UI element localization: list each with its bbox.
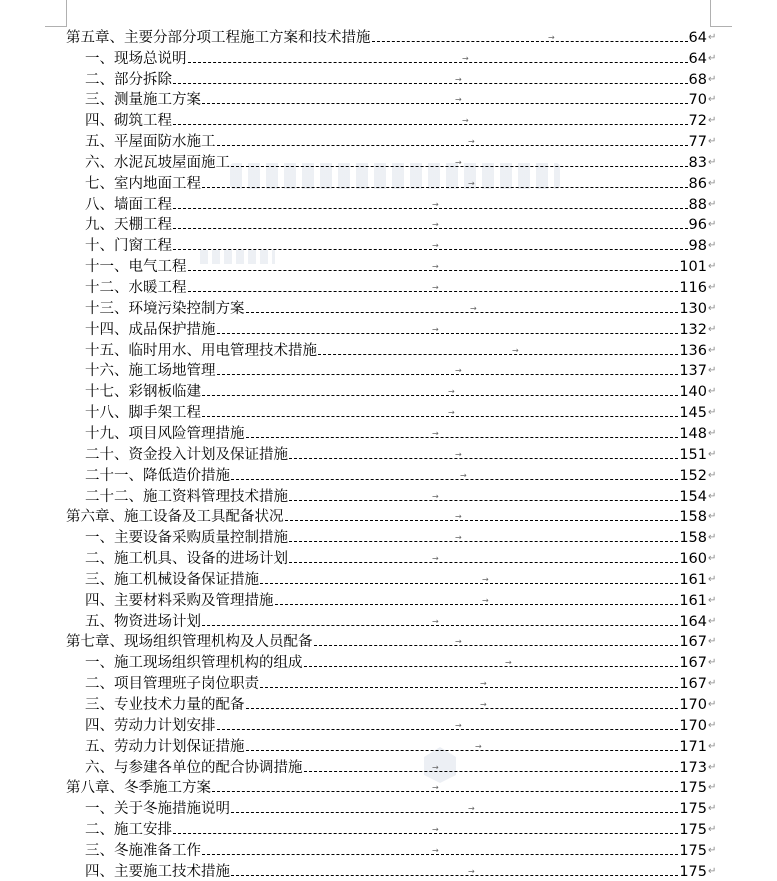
paragraph-mark-icon: ↵ bbox=[708, 240, 717, 252]
toc-entry[interactable] bbox=[0, 735, 777, 756]
toc-entry-title: 四、劳动力计划安排 bbox=[85, 717, 216, 734]
paragraph-mark-icon: ↵ bbox=[708, 73, 717, 85]
page-corner-mark bbox=[66, 0, 67, 27]
toc-entry-page: 148 bbox=[679, 425, 707, 442]
toc-entry-title: 第五章、主要分部分项工程施工方案和技术措施 bbox=[66, 29, 371, 46]
toc-leader-dots bbox=[285, 512, 679, 522]
toc-entry[interactable] bbox=[0, 68, 777, 89]
toc-leader-dots bbox=[173, 199, 688, 209]
toc-leader-dots bbox=[173, 74, 688, 84]
paragraph-mark-icon: ↵ bbox=[708, 219, 717, 231]
paragraph-mark-icon: ↵ bbox=[708, 553, 717, 565]
page-corner-mark bbox=[710, 0, 711, 27]
toc-leader-dots bbox=[246, 741, 679, 751]
tab-mark-icon: → bbox=[468, 137, 475, 147]
toc-entry[interactable] bbox=[0, 318, 777, 339]
toc-entry-page: 101 bbox=[679, 259, 707, 276]
toc-entry[interactable] bbox=[0, 777, 777, 798]
toc-leader-dots bbox=[217, 366, 679, 376]
toc-entry-title: 五、劳动力计划保证措施 bbox=[85, 738, 245, 755]
toc-entry-page: 136 bbox=[679, 342, 707, 359]
toc-entry-page: 158 bbox=[679, 530, 707, 547]
tab-mark-icon: → bbox=[468, 866, 475, 876]
toc-entry[interactable] bbox=[0, 485, 777, 506]
paragraph-mark-icon: ↵ bbox=[708, 824, 717, 836]
paragraph-mark-icon: ↵ bbox=[708, 719, 717, 731]
toc-entry[interactable] bbox=[0, 151, 777, 172]
toc-entry-title: 二十二、施工资料管理技术措施 bbox=[85, 488, 288, 505]
tab-mark-icon: → bbox=[480, 679, 487, 689]
toc-leader-dots bbox=[246, 303, 679, 313]
toc-entry-title: 八、墙面工程 bbox=[85, 196, 172, 213]
toc-entry-title: 第八章、冬季施工方案 bbox=[66, 780, 211, 797]
toc-entry-title: 九、天棚工程 bbox=[85, 217, 172, 234]
toc-entry-page: 160 bbox=[679, 551, 707, 568]
toc-leader-dots bbox=[372, 32, 688, 42]
toc-entry[interactable] bbox=[0, 339, 777, 360]
toc-entry-title: 二、项目管理班子岗位职责 bbox=[85, 676, 259, 693]
toc-entry-title: 一、现场总说明 bbox=[85, 50, 187, 67]
tab-mark-icon: → bbox=[455, 449, 462, 459]
toc-entry-title: 十六、施工场地管理 bbox=[85, 363, 216, 380]
toc-leader-dots bbox=[304, 658, 679, 668]
toc-entry-title: 四、主要材料采购及管理措施 bbox=[85, 592, 274, 609]
paragraph-mark-icon: ↵ bbox=[708, 615, 717, 627]
toc-leader-dots bbox=[173, 241, 688, 251]
paragraph-mark-icon: ↵ bbox=[708, 323, 717, 335]
toc-entry-page: 68 bbox=[688, 71, 707, 88]
toc-entry-title: 三、冬施准备工作 bbox=[85, 842, 201, 859]
paragraph-mark-icon: ↵ bbox=[708, 511, 717, 523]
toc-leader-dots bbox=[188, 283, 679, 293]
toc-entry[interactable] bbox=[0, 464, 777, 485]
tab-mark-icon: → bbox=[432, 199, 439, 209]
paragraph-mark-icon: ↵ bbox=[708, 136, 717, 148]
tab-mark-icon: → bbox=[455, 366, 462, 376]
toc-entry-title: 十五、临时用水、用电管理技术措施 bbox=[85, 342, 317, 359]
toc-entry[interactable] bbox=[0, 297, 777, 318]
toc-leader-dots bbox=[289, 533, 678, 543]
toc-entry-page: 175 bbox=[679, 863, 707, 880]
toc-entry-page: 170 bbox=[679, 717, 707, 734]
tab-mark-icon: → bbox=[432, 283, 439, 293]
toc-entry-title: 一、关于冬施措施说明 bbox=[85, 801, 230, 818]
tab-mark-icon: → bbox=[455, 74, 462, 84]
tab-mark-icon: → bbox=[448, 387, 455, 397]
toc-entry[interactable] bbox=[0, 172, 777, 193]
toc-leader-dots bbox=[260, 679, 678, 689]
tab-mark-icon: → bbox=[462, 53, 469, 63]
tab-mark-icon: → bbox=[482, 574, 489, 584]
toc-entry-page: 164 bbox=[679, 613, 707, 630]
tab-mark-icon: → bbox=[475, 741, 482, 751]
toc-entry[interactable] bbox=[0, 610, 777, 631]
paragraph-mark-icon: ↵ bbox=[708, 156, 717, 168]
toc-entry-title: 三、测量施工方案 bbox=[85, 92, 201, 109]
tab-mark-icon: → bbox=[432, 762, 439, 772]
toc-leader-dots bbox=[173, 116, 688, 126]
toc-entry-page: 171 bbox=[679, 738, 707, 755]
toc-entry-title: 十八、脚手架工程 bbox=[85, 405, 201, 422]
toc-leader-dots bbox=[246, 428, 679, 438]
toc-entry-page: 137 bbox=[679, 363, 707, 380]
toc-entry-title: 五、平屋面防水施工 bbox=[85, 134, 216, 151]
toc-entry-page: 64 bbox=[688, 29, 707, 46]
toc-entry-page: 132 bbox=[679, 321, 707, 338]
paragraph-mark-icon: ↵ bbox=[708, 386, 717, 398]
toc-leader-dots bbox=[231, 470, 678, 480]
tab-mark-icon: → bbox=[548, 32, 555, 42]
toc-entry-page: 83 bbox=[688, 154, 707, 171]
toc-entry-page: 167 bbox=[679, 676, 707, 693]
toc-entry[interactable] bbox=[0, 26, 777, 47]
toc-entry-page: 96 bbox=[688, 217, 707, 234]
toc-leader-dots bbox=[289, 491, 678, 501]
toc-entry-page: 158 bbox=[679, 509, 707, 526]
toc-entry-page: 145 bbox=[679, 405, 707, 422]
paragraph-mark-icon: ↵ bbox=[708, 31, 717, 43]
toc-leader-dots bbox=[217, 324, 679, 334]
toc-entry-title: 第六章、施工设备及工具配备状况 bbox=[66, 509, 284, 526]
paragraph-mark-icon: ↵ bbox=[708, 469, 717, 481]
toc-entry[interactable] bbox=[0, 860, 777, 881]
toc-entry[interactable] bbox=[0, 652, 777, 673]
toc-entry-title: 十一、电气工程 bbox=[85, 259, 187, 276]
toc-entry-page: 167 bbox=[679, 655, 707, 672]
tab-mark-icon: → bbox=[432, 783, 439, 793]
toc-entry[interactable] bbox=[0, 714, 777, 735]
paragraph-mark-icon: ↵ bbox=[708, 844, 717, 856]
toc-leader-dots bbox=[217, 720, 679, 730]
paragraph-mark-icon: ↵ bbox=[708, 573, 717, 585]
toc-leader-dots bbox=[231, 157, 688, 167]
toc-entry-title: 四、砌筑工程 bbox=[85, 113, 172, 130]
toc-entry-page: 64 bbox=[688, 50, 707, 67]
toc-entry-title: 一、施工现场组织管理机构的组成 bbox=[85, 655, 303, 672]
toc-leader-dots bbox=[289, 449, 678, 459]
toc-entry[interactable] bbox=[0, 380, 777, 401]
tab-mark-icon: → bbox=[505, 658, 512, 668]
tab-mark-icon: → bbox=[512, 345, 519, 355]
toc-entry-title: 十九、项目风险管理措施 bbox=[85, 425, 245, 442]
toc-entry-title: 十四、成品保护措施 bbox=[85, 321, 216, 338]
toc-entry[interactable] bbox=[0, 276, 777, 297]
toc-leader-dots bbox=[173, 825, 678, 835]
toc-entry-page: 175 bbox=[679, 801, 707, 818]
toc-entry-page: 70 bbox=[688, 92, 707, 109]
toc-entry-title: 三、专业技术力量的配备 bbox=[85, 697, 245, 714]
toc-leader-dots bbox=[217, 137, 688, 147]
paragraph-mark-icon: ↵ bbox=[708, 657, 717, 669]
paragraph-mark-icon: ↵ bbox=[708, 448, 717, 460]
tab-mark-icon: → bbox=[470, 303, 477, 313]
tab-mark-icon: → bbox=[432, 262, 439, 272]
toc-entry[interactable] bbox=[0, 193, 777, 214]
tab-mark-icon: → bbox=[432, 554, 439, 564]
toc-entry-page: 152 bbox=[679, 467, 707, 484]
toc-entry-page: 173 bbox=[679, 759, 707, 776]
tab-mark-icon: → bbox=[432, 220, 439, 230]
toc-entry-title: 二、施工机具、设备的进场计划 bbox=[85, 551, 288, 568]
tab-mark-icon: → bbox=[455, 157, 462, 167]
paragraph-mark-icon: ↵ bbox=[708, 261, 717, 273]
toc-leader-dots bbox=[202, 95, 688, 105]
toc-leader-dots bbox=[318, 345, 678, 355]
toc-entry-title: 十二、水暖工程 bbox=[85, 280, 187, 297]
toc-entry-page: 175 bbox=[679, 842, 707, 859]
toc-entry[interactable] bbox=[0, 422, 777, 443]
toc-leader-dots bbox=[202, 845, 678, 855]
paragraph-mark-icon: ↵ bbox=[708, 782, 717, 794]
toc-entry-page: 175 bbox=[679, 780, 707, 797]
tab-mark-icon: → bbox=[448, 408, 455, 418]
toc-entry-page: 161 bbox=[679, 571, 707, 588]
toc-entry-page: 170 bbox=[679, 697, 707, 714]
tab-mark-icon: → bbox=[432, 845, 439, 855]
toc-entry-title: 四、主要施工技术措施 bbox=[85, 863, 230, 880]
paragraph-mark-icon: ↵ bbox=[708, 427, 717, 439]
paragraph-mark-icon: ↵ bbox=[708, 198, 717, 210]
paragraph-mark-icon: ↵ bbox=[708, 282, 717, 294]
toc-entry[interactable] bbox=[0, 818, 777, 839]
tab-mark-icon: → bbox=[432, 324, 439, 334]
toc-entry[interactable] bbox=[0, 130, 777, 151]
toc-entry-page: 151 bbox=[679, 446, 707, 463]
toc-entry-page: 140 bbox=[679, 384, 707, 401]
paragraph-mark-icon: ↵ bbox=[708, 761, 717, 773]
toc-entry-title: 六、水泥瓦坡屋面施工 bbox=[85, 154, 230, 171]
paragraph-mark-icon: ↵ bbox=[708, 177, 717, 189]
toc-entry[interactable] bbox=[0, 89, 777, 110]
toc-entry-title: 七、室内地面工程 bbox=[85, 175, 201, 192]
toc-leader-dots bbox=[188, 262, 679, 272]
toc-entry[interactable] bbox=[0, 360, 777, 381]
tab-mark-icon: → bbox=[432, 428, 439, 438]
toc-leader-dots bbox=[202, 616, 678, 626]
toc-entry-page: 167 bbox=[679, 634, 707, 651]
tab-mark-icon: → bbox=[455, 512, 462, 522]
toc-entry[interactable] bbox=[0, 214, 777, 235]
paragraph-mark-icon: ↵ bbox=[708, 636, 717, 648]
toc-entry-title: 三、施工机械设备保证措施 bbox=[85, 571, 259, 588]
paragraph-mark-icon: ↵ bbox=[708, 803, 717, 815]
paragraph-mark-icon: ↵ bbox=[708, 678, 717, 690]
paragraph-mark-icon: ↵ bbox=[708, 532, 717, 544]
tab-mark-icon: → bbox=[455, 637, 462, 647]
toc-leader-dots bbox=[188, 53, 688, 63]
tab-mark-icon: → bbox=[468, 804, 475, 814]
toc-entry-page: 116 bbox=[679, 280, 707, 297]
toc-entry-title: 五、物资进场计划 bbox=[85, 613, 201, 630]
toc-entry-title: 二十一、降低造价措施 bbox=[85, 467, 230, 484]
paragraph-mark-icon: ↵ bbox=[708, 94, 717, 106]
tab-mark-icon: → bbox=[480, 700, 487, 710]
toc-leader-dots bbox=[231, 804, 678, 814]
toc-entry-title: 十、门窗工程 bbox=[85, 238, 172, 255]
toc-entry[interactable] bbox=[0, 839, 777, 860]
toc-leader-dots bbox=[260, 574, 678, 584]
toc-leader-dots bbox=[275, 595, 679, 605]
toc-entry[interactable] bbox=[0, 401, 777, 422]
toc-leader-dots bbox=[231, 866, 678, 876]
toc-entry[interactable] bbox=[0, 443, 777, 464]
toc-entry-title: 十三、环境污染控制方案 bbox=[85, 300, 245, 317]
toc-entry-page: 98 bbox=[688, 238, 707, 255]
toc-leader-dots bbox=[314, 637, 679, 647]
toc-entry-title: 十七、彩钢板临建 bbox=[85, 384, 201, 401]
toc-entry-page: 175 bbox=[679, 822, 707, 839]
paragraph-mark-icon: ↵ bbox=[708, 52, 717, 64]
tab-mark-icon: → bbox=[432, 616, 439, 626]
tab-mark-icon: → bbox=[432, 491, 439, 501]
tab-mark-icon: → bbox=[462, 116, 469, 126]
toc-entry[interactable] bbox=[0, 797, 777, 818]
toc-entry-title: 第七章、现场组织管理机构及人员配备 bbox=[66, 634, 313, 651]
toc-leader-dots bbox=[212, 783, 678, 793]
paragraph-mark-icon: ↵ bbox=[708, 699, 717, 711]
toc-entry[interactable] bbox=[0, 547, 777, 568]
paragraph-mark-icon: ↵ bbox=[708, 594, 717, 606]
toc-entry-page: 154 bbox=[679, 488, 707, 505]
toc-entry-title: 六、与参建各单位的配合协调措施 bbox=[85, 759, 303, 776]
toc-entry[interactable] bbox=[0, 109, 777, 130]
tab-mark-icon: → bbox=[455, 533, 462, 543]
toc-entry-page: 86 bbox=[688, 175, 707, 192]
tab-mark-icon: → bbox=[468, 178, 475, 188]
paragraph-mark-icon: ↵ bbox=[708, 740, 717, 752]
paragraph-mark-icon: ↵ bbox=[708, 407, 717, 419]
toc-entry[interactable] bbox=[0, 235, 777, 256]
toc-entry-title: 一、主要设备采购质量控制措施 bbox=[85, 530, 288, 547]
toc-entry[interactable] bbox=[0, 526, 777, 547]
toc-entry-page: 88 bbox=[688, 196, 707, 213]
toc-entry-page: 161 bbox=[679, 592, 707, 609]
tab-mark-icon: → bbox=[455, 95, 462, 105]
paragraph-mark-icon: ↵ bbox=[708, 865, 717, 877]
toc-entry[interactable] bbox=[0, 756, 777, 777]
toc-entry[interactable] bbox=[0, 672, 777, 693]
toc-leader-dots bbox=[289, 554, 678, 564]
tab-mark-icon: → bbox=[432, 241, 439, 251]
toc-entry[interactable] bbox=[0, 47, 777, 68]
toc-entry[interactable] bbox=[0, 589, 777, 610]
toc-entry-title: 二、部分拆除 bbox=[85, 71, 172, 88]
toc-entry[interactable] bbox=[0, 631, 777, 652]
toc-leader-dots bbox=[173, 220, 688, 230]
toc-leader-dots bbox=[202, 408, 678, 418]
tab-mark-icon: → bbox=[455, 720, 462, 730]
toc-entry-title: 二、施工安排 bbox=[85, 822, 172, 839]
toc-entry[interactable] bbox=[0, 568, 777, 589]
toc-entry[interactable] bbox=[0, 693, 777, 714]
toc-entry[interactable] bbox=[0, 255, 777, 276]
paragraph-mark-icon: ↵ bbox=[708, 302, 717, 314]
toc-leader-dots bbox=[202, 178, 688, 188]
paragraph-mark-icon: ↵ bbox=[708, 365, 717, 377]
paragraph-mark-icon: ↵ bbox=[708, 490, 717, 502]
tab-mark-icon: → bbox=[460, 470, 467, 480]
toc-leader-dots bbox=[202, 387, 678, 397]
paragraph-mark-icon: ↵ bbox=[708, 344, 717, 356]
toc-entry-page: 72 bbox=[688, 113, 707, 130]
toc-entry-title: 二十、资金投入计划及保证措施 bbox=[85, 446, 288, 463]
tab-mark-icon: → bbox=[432, 825, 439, 835]
toc-entry-page: 77 bbox=[688, 134, 707, 151]
toc-entry-page: 130 bbox=[679, 300, 707, 317]
tab-mark-icon: → bbox=[482, 595, 489, 605]
toc-leader-dots bbox=[246, 700, 679, 710]
toc-entry[interactable] bbox=[0, 506, 777, 527]
paragraph-mark-icon: ↵ bbox=[708, 115, 717, 127]
toc-leader-dots bbox=[304, 762, 679, 772]
